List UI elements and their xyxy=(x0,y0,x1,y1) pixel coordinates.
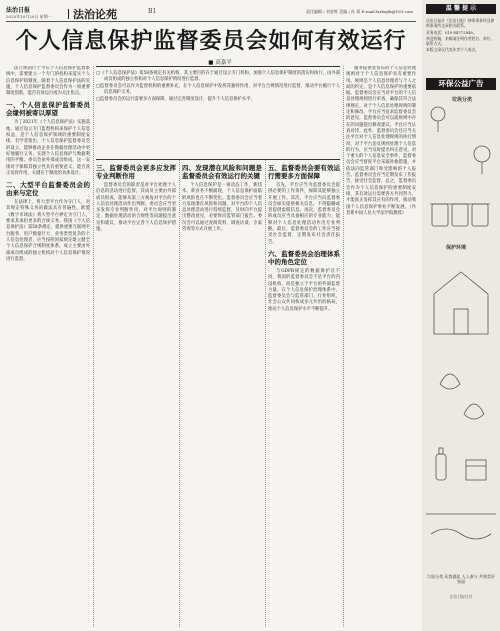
article-headline: 个人信息保护监督委员会如何有效运行 xyxy=(15,29,407,54)
section-heading: 六、监督委员会治理体系中的角色定位 xyxy=(268,249,340,266)
section-text: 首先，平台应当为监督委员会提供必要的工作条件，保障其能够独立开展工作。其次，平台应当向监督委员会如实提供相关信息，不得隐瞒或者提供虚假信息。再次，监督委员会的成员应当具备相应的专业能力，能够对个人信息处理活动作出专业判断。最后，监督委员会的工作应当接受社会监督，定期发布社会责任报告。 xyxy=(268,183,340,245)
leaf-icon xyxy=(464,404,484,419)
notice-line: 本版文章仅代表作者个人观点。 xyxy=(426,47,480,53)
article-column-3 xyxy=(182,160,262,628)
section-title: 法治论苑 xyxy=(68,6,117,22)
section-heading: 二、大型平台监督委员会的由来与定位 xyxy=(6,181,90,198)
notice-line: 业务电话：010-84772848。 xyxy=(426,29,477,35)
public-service-ad xyxy=(426,94,496,614)
section-text: 个人信息保护是一项动态工作，新技术、新业务不断涌现，个人信息保护面临的风险也在不断变化。监督委员会应当着力发现潜在风险和问题，对平台的个人信息处理活动进行持续监督，及时向平台提出整改意见，必要时向监管部门报告。委员会可以通过查阅资料、调查访谈、专家咨询等方式开展工作。 xyxy=(182,183,262,233)
column-divider xyxy=(179,160,180,627)
article-lead: 法立则国行于今在个人信息保护监督系统中，需要建立一个专门的机构来落实个人信息保护的制度。随着个人信息保护法的实施，个人信息保护监督委员会作为一项重要制度创新，能否有效运行成为关注焦点。 xyxy=(6,66,90,97)
column-divider xyxy=(265,160,266,627)
pull-quote-item: □监督委员会可以作为监督机构的重要补充，在个人信息保护中发挥其独特作用，对平台合规情况进行监督，推动平台履行个人信息保护义务。 xyxy=(96,84,340,96)
section-heading: 一、个人信息保护监督委员会缘何被寄以厚望 xyxy=(6,101,90,118)
section-heading: 五、监督委员会要有效运行需要多方面保障 xyxy=(268,164,340,180)
pull-quote-item: □《个人信息保护法》第58条规定有关机构，其主要目的在于通过设立专门机构，加强个人信息保护制度的落实和执行，由外部成员组成的独立机构对个人信息保护情况进行监督。 xyxy=(96,71,340,83)
article-column-5 xyxy=(346,66,416,626)
header-rule xyxy=(6,21,416,22)
box-icon xyxy=(466,460,486,480)
page-header xyxy=(6,5,416,21)
right-sidebar xyxy=(422,0,500,631)
recycle-bin-icon xyxy=(472,204,488,226)
section-text: 服务提供者发布的个人信息处理规则对于个人信息保护具有重要作用。规则是个人信息处理者与个人之间的约定，是个人信息保护的重要依据。监督委员会应当对平台的个人信息处理规则进行审查，确保其符合法律规定。对于个人信息处理规则的制定和修改，平台应当征求监督委员会的意见。监督委员会可以就规则中存在的问题提出修改建议，平台应当认真对待。此外，监督委员会还应当关注平台对个人信息处理规则的执行情况，对于平台违反规则处理个人信息的行为，应当及时提出纠正意见。对于重大的个人信息安全事件，监督委员会应当督促平台采取补救措施，并依法向监管部门和受影响的个人报告。监督委员会应当定期发布工作报告，接受社会监督。总之，监督委员会作为个人信息保护的重要制度安排，其有效运行需要各方共同努力，才能真正发挥其应有的作用，推动我国个人信息保护事业不断发展。（作者系中国人民大学法学院教授） xyxy=(346,66,416,216)
tree-icon xyxy=(431,107,445,121)
pull-quote-item: □监督委员会的运行需要多方面保障，通过完善制度设计，提升个人信息保护水平。 xyxy=(96,97,255,103)
pull-quote-box xyxy=(96,66,340,160)
leaf-icon xyxy=(440,374,460,389)
page-number: B1 xyxy=(148,8,157,15)
section-text: 为了2021年《个人信息保护法》实施落地，通过设立专门监督机构来保护个人信息权益，是个人信息保护领域的重要制度安排。有学者指出，个人信息保护监督委员会的设立，能够推动企业在数据处理活动中更好地履行义务，实现个人信息保护与数据利用的平衡。委员会由外部成员组成，这一安排对于保障其独立性具有重要意义，能否真正发挥作用，关键在于制度的具体设计。 xyxy=(6,120,90,176)
section-divider xyxy=(68,9,69,19)
article-column-4 xyxy=(268,160,340,628)
tree-icon xyxy=(474,146,490,162)
house-icon xyxy=(434,272,488,334)
notice-title: 温 馨 提 示 xyxy=(426,4,496,14)
ad-illustration xyxy=(426,94,496,564)
column-divider xyxy=(343,66,344,627)
article-column-2 xyxy=(96,160,176,628)
bottle-icon xyxy=(436,454,446,480)
notice-line: 欢迎投稿，来稿请注明作者姓名、单位、联系方式。 xyxy=(426,35,495,47)
ad-title: 环保公益广告 xyxy=(426,78,496,90)
column-divider xyxy=(93,66,94,627)
article-byline: ■ 高嘉平 xyxy=(208,60,232,66)
notice-body xyxy=(426,18,496,54)
ad-credit: 法治日报社宣 xyxy=(449,594,473,599)
section-text: 监督委员会的职责是对平台处理个人信息的活动进行监督，其成员主要由外部成员组成，能够从第三方视角对平台的个人信息处理活动作出判断。委员会应当更多发挥专业判断作用，对平台规则的制定、数据处理活动的合规性等问题提出意见和建议，推动平台完善个人信息保护措施。 xyxy=(96,183,176,233)
paper-name: 法治日报 xyxy=(6,7,31,14)
section-heading: 四、发现潜在风险和问题是监督委员会有效运行的关键 xyxy=(182,164,262,180)
ad-caption: 保护环境 xyxy=(446,245,467,251)
ad-slogan: 垃圾分类 从我做起 人人参与 共建美好家园 xyxy=(427,574,495,584)
section-text: 在法律上，将大型平台作为守门人，对其规定特殊义务的做法具有普遍性。欧盟《数字市场法》将大型平台界定为守门人，要求其承担更多的合规义务。我国《个人信息保护法》第58条规定，提供重要互联网平台服务、用户数量巨大、业务类型复杂的个人信息处理者，应当按照国家规定建立健全个人信息保护合规制度体系，成立主要由外部成员组成的独立机构对个人信息保护情况进行监督。 xyxy=(6,200,90,262)
recycle-bin-icon xyxy=(432,204,448,226)
article-column-1 xyxy=(6,66,90,627)
issue-date: 2025年10月20日 星期一 xyxy=(6,14,52,19)
section-text: 与GDPR规定的数据保护官不同，我国的监督委员会不是平台的内设机构，而是独立于平台的外部监督力量。在个人信息保护治理体系中，监督委员会与监管部门、行业组织、社会公众共同构成多元共治的格局，推动个人信息保护水平不断提升。 xyxy=(268,268,340,312)
notice-line: 法治日报社《法治日报》律师事务所及律师事务所文章相关联系。 xyxy=(426,18,495,29)
ad-caption: 垃圾分类 xyxy=(452,97,473,103)
ground-line xyxy=(431,529,491,539)
recycle-bin-icon xyxy=(452,204,468,226)
section-heading: 三、监督委员会更多应发挥专业判断作用 xyxy=(96,164,176,180)
editor-credits: 责任编辑 / 刘金辉 美编 / 孙 莉 E-mail:fzrbxjtk@163.com xyxy=(306,9,413,14)
